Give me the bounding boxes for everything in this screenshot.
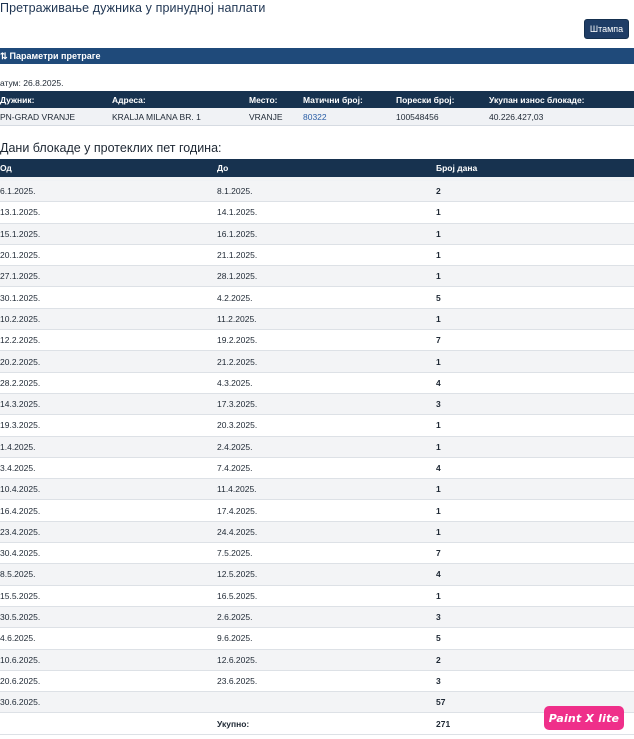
days-count: 5	[436, 287, 634, 308]
days-count: 1	[436, 202, 634, 223]
header-days: Број дана	[436, 159, 634, 177]
to-date: 9.6.2025.	[217, 628, 436, 649]
header-total-blocked: Укупан износ блокаде:	[489, 91, 634, 108]
table-row	[0, 649, 634, 670]
debtor-name: PN-GRAD VRANJE	[0, 108, 112, 126]
days-count: 3	[436, 670, 634, 691]
header-to: До	[217, 159, 436, 177]
days-count: 7	[436, 543, 634, 564]
from-date: 27.1.2025.	[0, 266, 217, 287]
days-count: 4	[436, 372, 634, 393]
total-label: Укупно:	[217, 713, 436, 734]
table-row	[0, 585, 634, 606]
from-date: 30.6.2025.	[0, 692, 217, 713]
to-date: 20.3.2025.	[217, 415, 436, 436]
from-date: 8.5.2025.	[0, 564, 217, 585]
days-count: 1	[436, 521, 634, 542]
debtor-data-row	[0, 108, 634, 126]
to-date: 21.1.2025.	[217, 244, 436, 265]
to-date: 11.2.2025.	[217, 308, 436, 329]
block-days-table	[0, 159, 634, 735]
days-count: 2	[436, 649, 634, 670]
header-address: Адреса:	[112, 91, 249, 108]
table-row	[0, 287, 634, 308]
from-date: 10.6.2025.	[0, 649, 217, 670]
from-date: 30.4.2025.	[0, 543, 217, 564]
to-date: 28.1.2025.	[217, 266, 436, 287]
header-debtor: Дужник:	[0, 91, 112, 108]
table-row	[0, 415, 634, 436]
from-date: 20.2.2025.	[0, 351, 217, 372]
table-row	[0, 308, 634, 329]
table-row	[0, 266, 634, 287]
table-row	[0, 543, 634, 564]
report-date: атум: 26.8.2025.	[0, 78, 64, 88]
table-row	[0, 670, 634, 691]
to-date: 2.4.2025.	[217, 436, 436, 457]
total-row	[0, 713, 634, 734]
table-row	[0, 393, 634, 414]
from-date: 6.1.2025.	[0, 181, 217, 202]
days-count: 4	[436, 564, 634, 585]
days-count: 1	[436, 500, 634, 521]
table-row	[0, 564, 634, 585]
to-date: 17.4.2025.	[217, 500, 436, 521]
from-date: 10.4.2025.	[0, 479, 217, 500]
table-row	[0, 351, 634, 372]
to-date: 23.6.2025.	[217, 670, 436, 691]
table-row	[0, 244, 634, 265]
from-date: 10.2.2025.	[0, 308, 217, 329]
table-row	[0, 330, 634, 351]
table-row	[0, 457, 634, 478]
block-days-header-row	[0, 159, 634, 177]
header-place: Место:	[249, 91, 303, 108]
header-tax-number: Порески број:	[396, 91, 489, 108]
table-row	[0, 606, 634, 627]
from-date: 19.3.2025.	[0, 415, 217, 436]
from-date: 16.4.2025.	[0, 500, 217, 521]
to-date: 19.2.2025.	[217, 330, 436, 351]
from-date: 4.6.2025.	[0, 628, 217, 649]
debtor-place: VRANJE	[249, 108, 303, 126]
from-date: 12.2.2025.	[0, 330, 217, 351]
registration-number-link[interactable]: 80322	[303, 111, 327, 122]
table-row	[0, 521, 634, 542]
table-row	[0, 223, 634, 244]
print-button[interactable]: Штампа	[584, 19, 629, 39]
days-count: 4	[436, 457, 634, 478]
from-date: 14.3.2025.	[0, 393, 217, 414]
days-count: 1	[436, 223, 634, 244]
days-count: 1	[436, 585, 634, 606]
table-row	[0, 436, 634, 457]
search-parameters-label: Параметри претраге	[9, 51, 101, 61]
days-count: 1	[436, 244, 634, 265]
days-count: 2	[436, 181, 634, 202]
table-row	[0, 479, 634, 500]
to-date: 12.5.2025.	[217, 564, 436, 585]
total-days: 271	[436, 713, 634, 734]
table-row	[0, 372, 634, 393]
days-count: 57	[436, 692, 634, 713]
to-date: 8.1.2025.	[217, 181, 436, 202]
table-row	[0, 181, 634, 202]
paint-x-lite-watermark: Paint X lite	[544, 706, 624, 730]
to-date	[217, 692, 436, 713]
days-count: 1	[436, 415, 634, 436]
days-count: 5	[436, 628, 634, 649]
page-title: Претраживање дужника у принудној наплати	[0, 1, 266, 15]
to-date: 21.2.2025.	[217, 351, 436, 372]
days-count: 3	[436, 393, 634, 414]
days-count: 7	[436, 330, 634, 351]
debtor-info-table	[0, 91, 634, 126]
to-date: 4.2.2025.	[217, 287, 436, 308]
days-count: 1	[436, 479, 634, 500]
to-date: 16.1.2025.	[217, 223, 436, 244]
days-count: 1	[436, 308, 634, 329]
table-row	[0, 692, 634, 713]
to-date: 14.1.2025.	[217, 202, 436, 223]
to-date: 17.3.2025.	[217, 393, 436, 414]
to-date: 4.3.2025.	[217, 372, 436, 393]
from-date: 20.6.2025.	[0, 670, 217, 691]
to-date: 7.5.2025.	[217, 543, 436, 564]
to-date: 24.4.2025.	[217, 521, 436, 542]
debtor-header-row	[0, 91, 634, 108]
table-row	[0, 202, 634, 223]
from-date: 15.5.2025.	[0, 585, 217, 606]
search-parameters-toggle[interactable]	[0, 48, 634, 64]
days-count: 1	[436, 266, 634, 287]
header-from: Од	[0, 159, 217, 177]
to-date: 7.4.2025.	[217, 457, 436, 478]
days-count: 1	[436, 351, 634, 372]
from-date: 28.2.2025.	[0, 372, 217, 393]
days-count: 1	[436, 436, 634, 457]
from-date: 1.4.2025.	[0, 436, 217, 457]
from-date: 23.4.2025.	[0, 521, 217, 542]
to-date: 2.6.2025.	[217, 606, 436, 627]
to-date: 16.5.2025.	[217, 585, 436, 606]
to-date: 12.6.2025.	[217, 649, 436, 670]
from-date: 3.4.2025.	[0, 457, 217, 478]
days-count: 3	[436, 606, 634, 627]
to-date: 11.4.2025.	[217, 479, 436, 500]
debtor-address: KRALJA MILANA BR. 1	[112, 108, 249, 126]
table-row	[0, 628, 634, 649]
table-row	[0, 500, 634, 521]
from-date: 20.1.2025.	[0, 244, 217, 265]
from-date: 30.1.2025.	[0, 287, 217, 308]
from-date: 30.5.2025.	[0, 606, 217, 627]
blocks-section-title: Дани блокаде у протеклих пет година:	[0, 141, 222, 155]
from-date: 15.1.2025.	[0, 223, 217, 244]
debtor-total-blocked: 40.226.427,03	[489, 108, 634, 126]
header-registration-number: Матични број:	[303, 91, 396, 108]
sort-arrows-icon: ⇅	[0, 50, 8, 61]
debtor-tax-number: 100548456	[396, 108, 489, 126]
from-date: 13.1.2025.	[0, 202, 217, 223]
